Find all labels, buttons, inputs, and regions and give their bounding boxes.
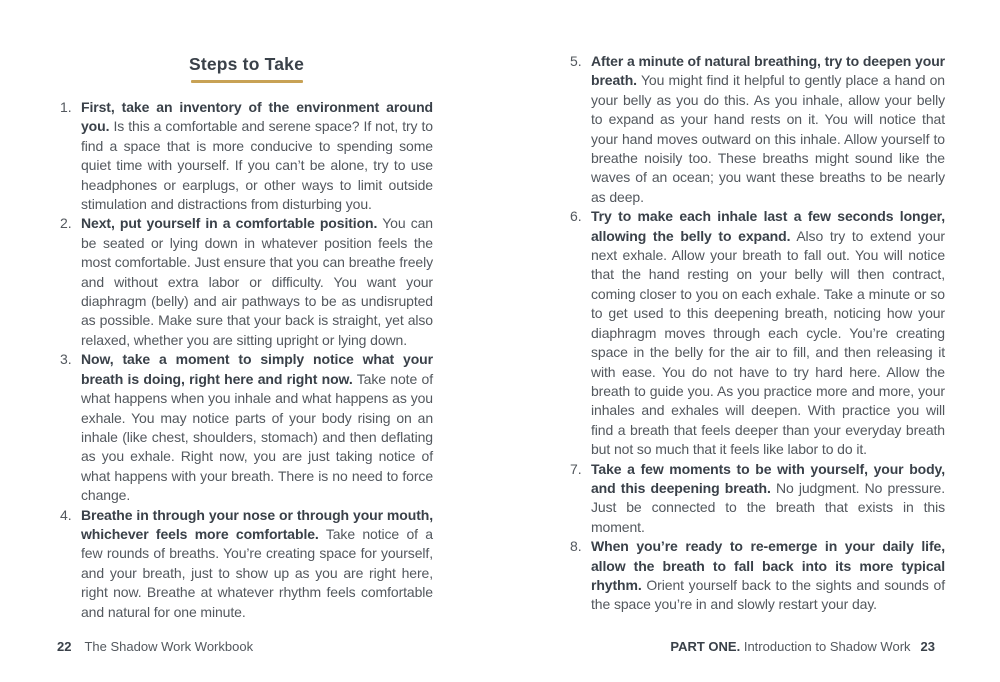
step-body: No judgment. No pressure. Just be connected to the breath that exists in this moment. [591,479,945,535]
step-number: 5. [570,53,582,69]
step-body: Also try to extend your next exhale. Allow your breath to fall out. You will notice that the hand resting on your belly will then contract, coming closer to you on each exhale. Take a minute or so to get used to this deepening breath, noticing how your diaphragm moves through each cycle. You’re creating space in the belly for the air to fill, and then releasing it with ease. You do not have to try hard here. Allow the breath to guide you. As you practice more and more, your inhales and exhales will deepen. With practice you will find a breath that feels deeper than your everyday breath but not so much that it feels like labor to do it. [591,227,945,458]
left-footer [57,639,253,654]
step-text [591,52,945,207]
right-footer [670,639,935,654]
chapter-title: Introduction to Shadow Work [743,639,911,654]
step-number: 4. [60,506,72,523]
right-page [570,52,945,615]
step-body: Take notice of a few rounds of breaths. You’re creating space for yourself, and your breath, just to show up as you are right here, right now. Breathe at whatever rhythm feels comfortable and natural for one minute. [81,525,433,620]
step-text [81,506,433,622]
step-body: Take note of what happens when you inhale and what happens as you exhale. You may notice parts of your body rising on an inhale (like chest, shoulders, stomach) and then deflating as you exhale. Right now, you are just taking notice of what happens with your breath. There is no need to force change. [81,370,433,504]
step-body: Orient yourself back to the sights and sounds of the space you’re in and slowly restart your day. [591,576,945,613]
book-title: The Shadow Work Workbook [84,639,254,654]
step-number: 6. [570,208,582,225]
step-lead: When you’re ready to re-emerge in your daily life, allow the breath to fall back into its more typical rhythm. [591,538,945,593]
step-lead: Breathe in through your nose or through your mouth, whichever feels more comfortable. [81,506,433,542]
step-item-2 [60,214,433,350]
step-number: 8. [570,538,582,555]
step-lead: After a minute of natural breathing, try to deepen your breath. [591,53,945,89]
step-text [81,350,433,505]
step-number: 1. [60,99,72,115]
heading-underline [191,80,303,83]
step-text [591,537,945,615]
step-item-8 [570,537,945,615]
step-body: You might find it helpful to gently place a hand on your belly as you do this. As you inhale, allow your belly to expand as your hand rests on it. You will notice that your hand moves outward on this inhale. Allow yourself to breathe noisily too. These breaths might sound like the waves of an ocean; you want these breaths to be nearly as deep. [591,72,945,205]
step-body: You can be seated or lying down in whatever position feels the most comfortable. Just ensure that you can breathe freely and without extra labor or difficulty. You want your diaphragm (belly) and air pathways to be as undisrupted as possible. Make sure that your back is straight, yet also relaxed, whether you are sitting upright or lying down. [81,215,433,348]
step-item-7 [570,460,945,538]
page-number-right: 23 [920,639,935,654]
part-label: PART ONE. [670,639,741,654]
step-text [81,98,433,214]
step-lead: Now, take a moment to simply notice what your breath is doing, right here and right now. [81,351,433,387]
step-lead: Try to make each inhale last a few seconds longer, allowing the belly to expand. [591,208,945,244]
step-item-6 [570,207,945,459]
step-number: 3. [60,351,72,368]
left-page [60,52,433,622]
step-item-3 [60,350,433,505]
step-text [591,460,945,538]
step-text [591,207,945,459]
step-text [81,214,433,350]
step-lead: Take a few moments to be with yourself, your body, and this deepening breath. [591,460,945,496]
step-item-1 [60,98,433,214]
step-number: 2. [60,215,72,232]
step-lead: First, take an inventory of the environment around you. [81,99,433,135]
step-lead: Next, put yourself in a comfortable position. [81,215,378,232]
step-item-4 [60,506,433,622]
section-heading-wrap [60,54,433,83]
step-item-5 [570,52,945,207]
step-number: 7. [570,460,582,477]
page-number-left: 22 [57,639,72,654]
step-body: Is this a comfortable and serene space? If not, try to find a space that is more conducive to spending some quiet time with yourself. If you can’t be alone, try to use headphones or earplugs, or other ways to limit outside stimulation and distractions from disturbing you. [81,118,433,213]
section-heading: Steps to Take [188,54,305,74]
